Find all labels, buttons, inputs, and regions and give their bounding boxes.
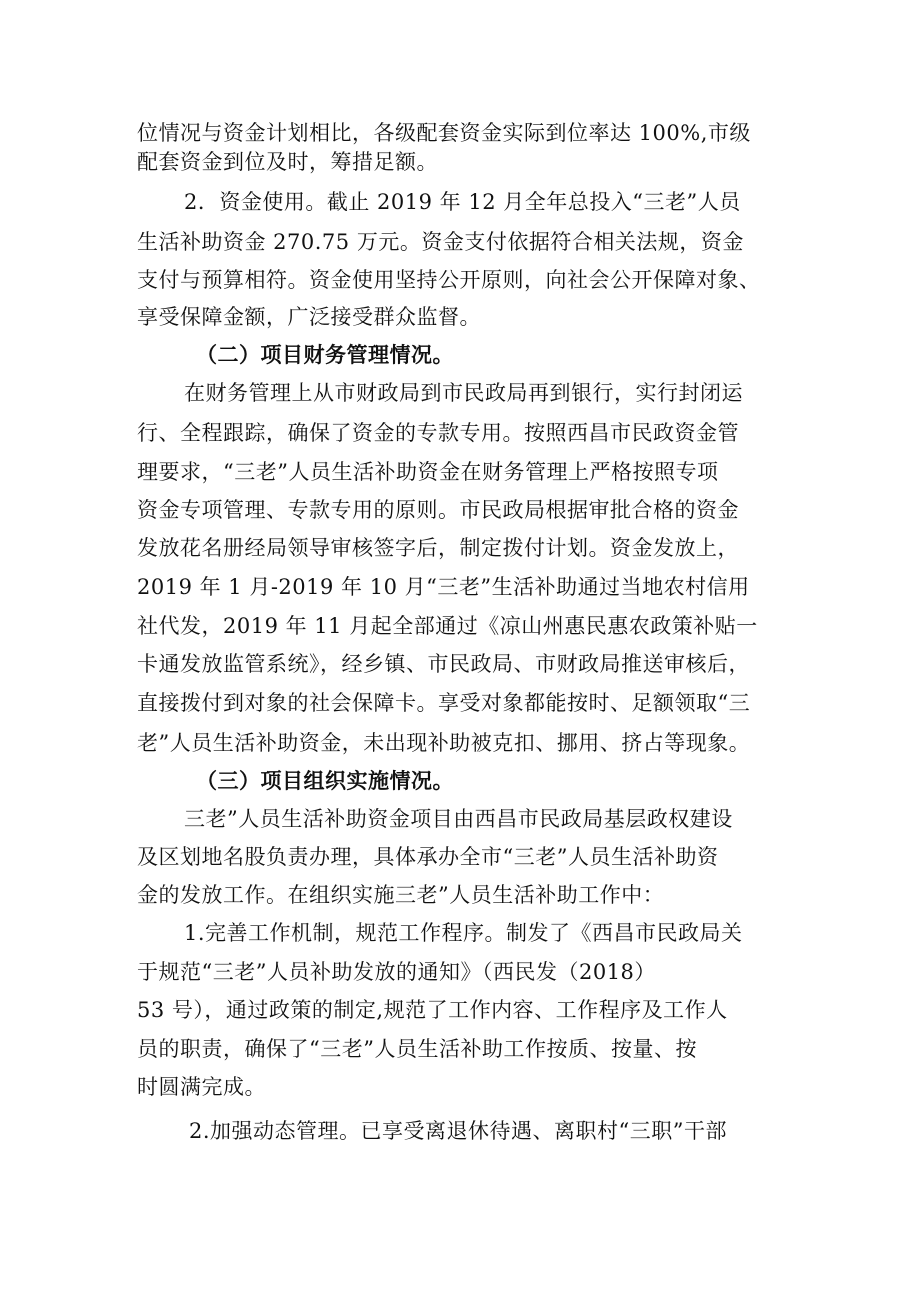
body-text-line: 位情况与资金计划相比，各级配套资金实际到位率达 100%,市级: [137, 121, 751, 145]
body-text-line: 及区划地名股负责办理，具体承办全市“三老”人员生活补助资: [137, 845, 719, 869]
body-text-line: 金的发放工作。在组织实施三老”人员生活补助工作中：: [137, 883, 665, 907]
body-text-line: 享受保障金额，广泛接受群众监督。: [137, 305, 481, 329]
body-text-line: 直接拨付到对象的社会保障卡。享受对象都能按时、足额领取“三: [137, 691, 751, 715]
body-text-line: 三老”人员生活补助资金项目由西昌市民政局基层政权建设: [184, 807, 733, 831]
body-text-line: 于规范“三老”人员补助发放的通知》（西民发（2018）: [137, 960, 656, 984]
body-text-line: 资金专项管理、专款专用的原则。市民政局根据审批合格的资金: [137, 498, 739, 522]
body-text-line: 1.完善工作机制，规范工作程序。制发了《西昌市民政局关: [184, 921, 743, 945]
body-text-line: 老”人员生活补助资金，未出现补助被克扣、挪用、挤占等现象。: [137, 731, 751, 755]
body-text-line: 理要求，“三老”人员生活补助资金在财务管理上严格按照专项: [137, 460, 719, 484]
body-text-line: 员的职责，确保了“三老”人员生活补助工作按质、按量、按: [137, 1037, 697, 1061]
body-text-line: 在财务管理上从市财政局到市民政局再到银行，实行封闭运: [184, 381, 743, 405]
section-heading: （二）项目财务管理情况。: [196, 343, 454, 367]
body-text-line: 2．资金使用。截止 2019 年 12 月全年总投入“三老”人员: [184, 190, 741, 214]
body-text-line: 社代发，2019 年 11 月起全部通过《凉山州惠民惠农政策补贴一: [137, 614, 758, 638]
body-text-line: 发放花名册经局领导审核签字后，制定拨付计划。资金发放上，: [137, 536, 739, 560]
body-text-line: 时圆满完成。: [137, 1075, 266, 1099]
body-text-line: 卡通发放监管系统》，经乡镇、市民政局、市财政局推送审核后，: [137, 652, 750, 676]
body-text-line: 配套资金到位及时，筹措足额。: [137, 150, 438, 174]
section-heading: （三）项目组织实施情况。: [196, 769, 454, 793]
body-text-line: 2.加强动态管理。已享受离退休待遇、离职村“三职”干部: [189, 1119, 728, 1143]
body-text-line: 53 号），通过政策的制定,规范了工作内容、工作程序及工作人: [137, 998, 728, 1022]
body-text-line: 生活补助资金 270.75 万元。资金支付依据符合相关法规，资金: [137, 230, 744, 254]
body-text-line: 行、全程跟踪，确保了资金的专款专用。按照西昌市民政资金管: [137, 421, 739, 445]
body-text-line: 支付与预算相符。资金使用坚持公开原则，向社会公开保障对象、: [137, 268, 761, 292]
body-text-line: 2019 年 1 月-2019 年 10 月“三老”生活补助通过当地农村信用: [137, 575, 750, 599]
